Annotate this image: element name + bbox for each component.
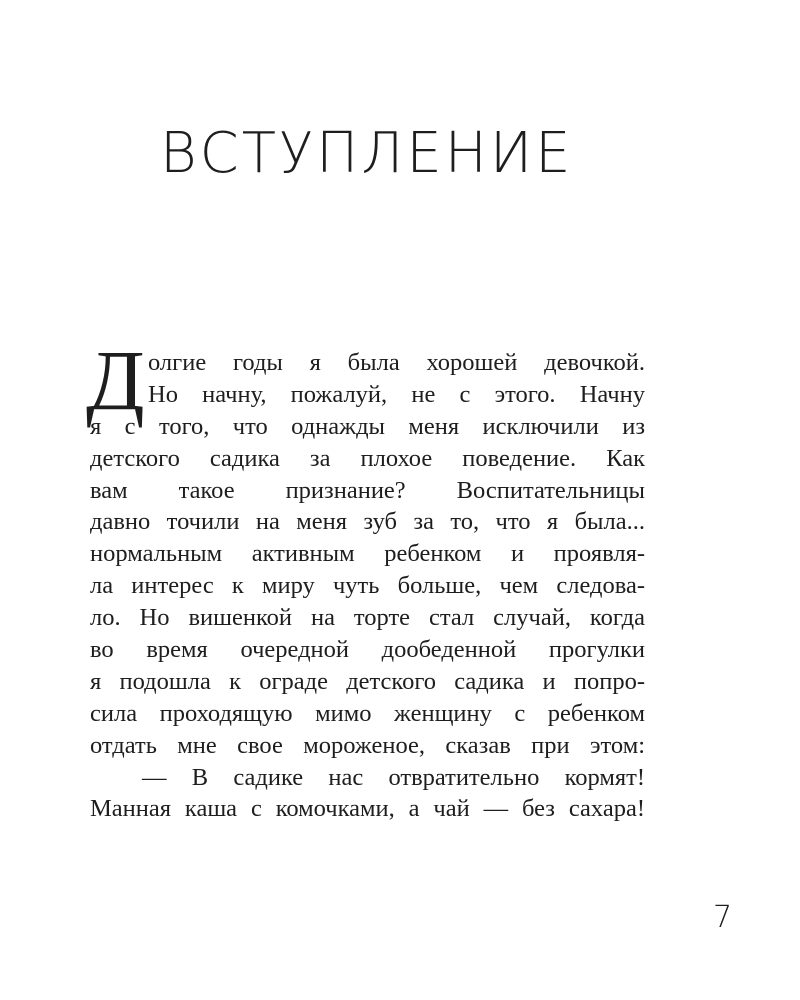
text-line: Но начну, пожалуй, не с этого. Начну [148, 380, 645, 408]
text-line: во время очередной дообеденной прогулки [90, 636, 645, 664]
dialogue-line: — В садике нас отвратительно кормят! [142, 763, 645, 791]
text-line: я с того, что однажды меня исключили из [90, 412, 645, 440]
text-line: детского садика за плохое поведение. Как [90, 444, 645, 472]
dialogue-line: Манная каша с комочками, а чай — без сахара! [90, 795, 645, 823]
page-number: 7 [713, 900, 733, 935]
text-line: я подошла к ограде детского садика и попро- [90, 667, 645, 695]
text-line: сила проходящую мимо женщину с ребенком [90, 699, 645, 727]
text-line: нормальным активным ребенком и проявля- [90, 540, 645, 568]
text-line: давно точили на меня зуб за то, что я была... [90, 508, 645, 536]
body-text [86, 332, 645, 825]
chapter-title: ВСТУПЛЕНИЕ [160, 121, 574, 186]
text-line: ла интерес к миру чуть больше, чем следова- [90, 572, 645, 600]
text-line: олгие годы я была хорошей девочкой. [148, 349, 645, 376]
text-line: вам такое признание? Воспитательницы [90, 476, 645, 504]
text-line: ло. Но вишенкой на торте стал случай, когда [90, 604, 645, 632]
text-line: отдать мне свое мороженое, сказав при этом: [90, 731, 645, 759]
drop-cap: Д [86, 332, 145, 428]
